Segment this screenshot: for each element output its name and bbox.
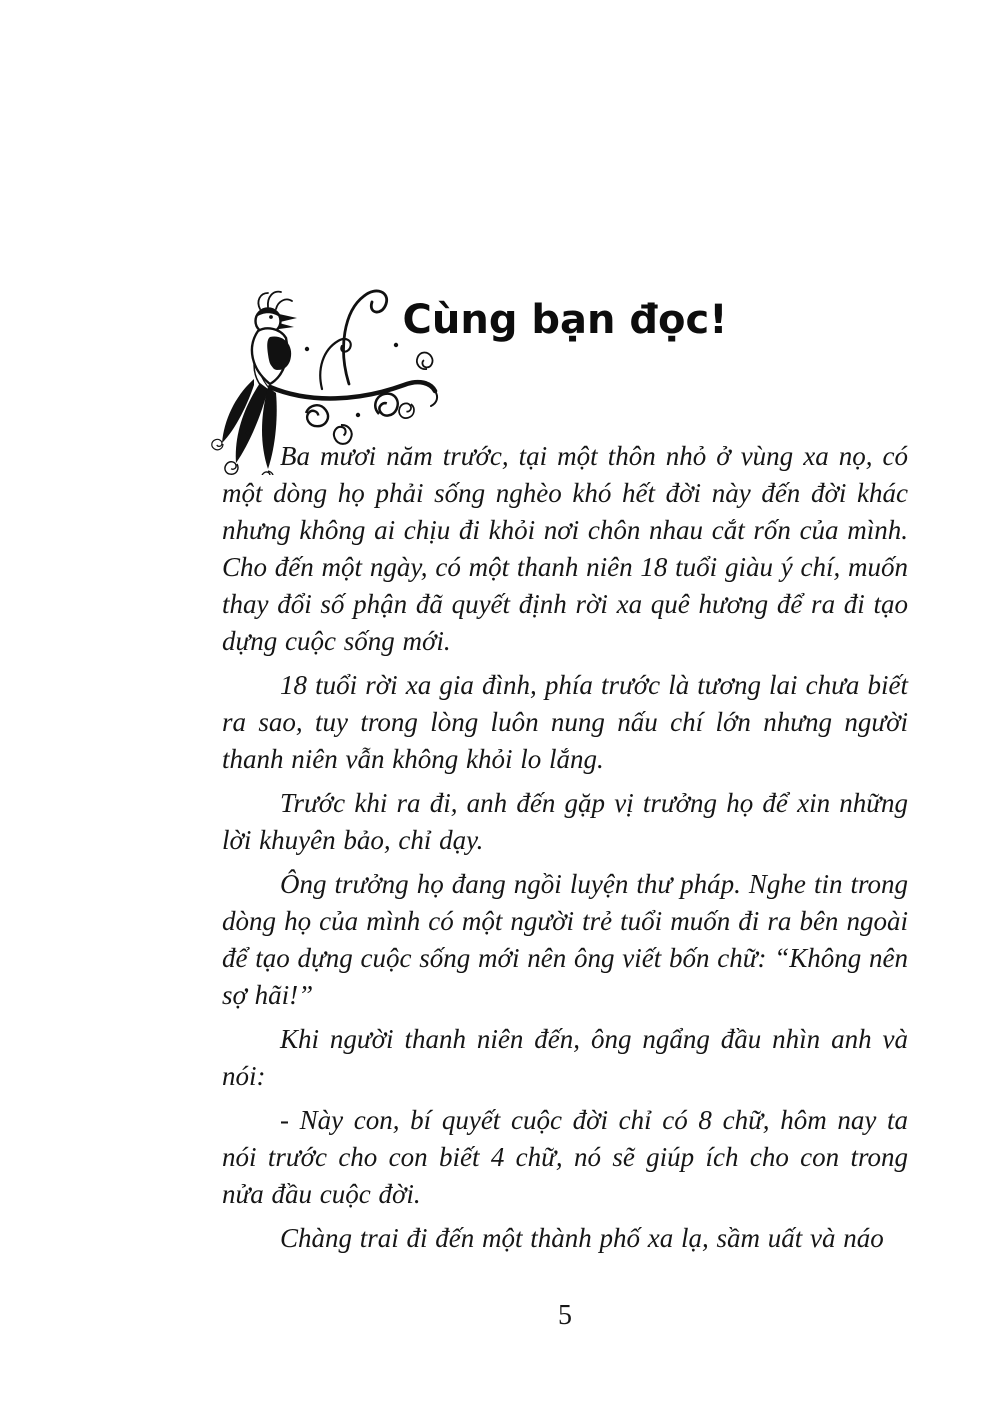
- page-content: [222, 294, 908, 1264]
- paragraph-4: Ông trưởng họ đang ngồi luyện thư pháp. Nghe tin trong dòng họ của mình có một người trẻ tuổi muốn đi ra bên ngoài để tạo dựng cuộc sống mới nên ông viết bốn chữ: “Không nên sợ hãi!”: [222, 869, 908, 1010]
- paragraph-1: Ba mươi năm trước, tại một thôn nhỏ ở vùng xa nọ, có một dòng họ phải sống nghèo khó hết đời này đến đời khác nhưng không ai chịu đi khỏi nơi chôn nhau cắt rốn của mình. Cho đến một ngày, có một thanh niên 18 tuổi giàu ý chí, muốn thay đổi số phận đã quyết định rời xa quê hương để ra đi tạo dựng cuộc sống mới.: [222, 441, 908, 656]
- paragraph-5: Khi người thanh niên đến, ông ngẩng đầu nhìn anh và nói:: [222, 1024, 908, 1091]
- paragraph-3: Trước khi ra đi, anh đến gặp vị trưởng họ để xin những lời khuyên bảo, chỉ dạy.: [222, 788, 908, 855]
- paragraph-7: Chàng trai đi đến một thành phố xa lạ, sầm uất và náo: [280, 1223, 884, 1253]
- paragraph-2: 18 tuổi rời xa gia đình, phía trước là tương lai chưa biết ra sao, tuy trong lòng luôn nung nấu chí lớn nhưng người thanh niên vẫn không khỏi lo lắng.: [222, 670, 908, 774]
- page-number: 5: [558, 1300, 572, 1331]
- paragraph-6: - Này con, bí quyết cuộc đời chỉ có 8 chữ, hôm nay ta nói trước cho con biết 4 chữ, nó sẽ giúp ích cho con trong nửa đầu cuộc đời.: [222, 1105, 908, 1209]
- page-title: Cùng bạn đọc!: [402, 297, 728, 343]
